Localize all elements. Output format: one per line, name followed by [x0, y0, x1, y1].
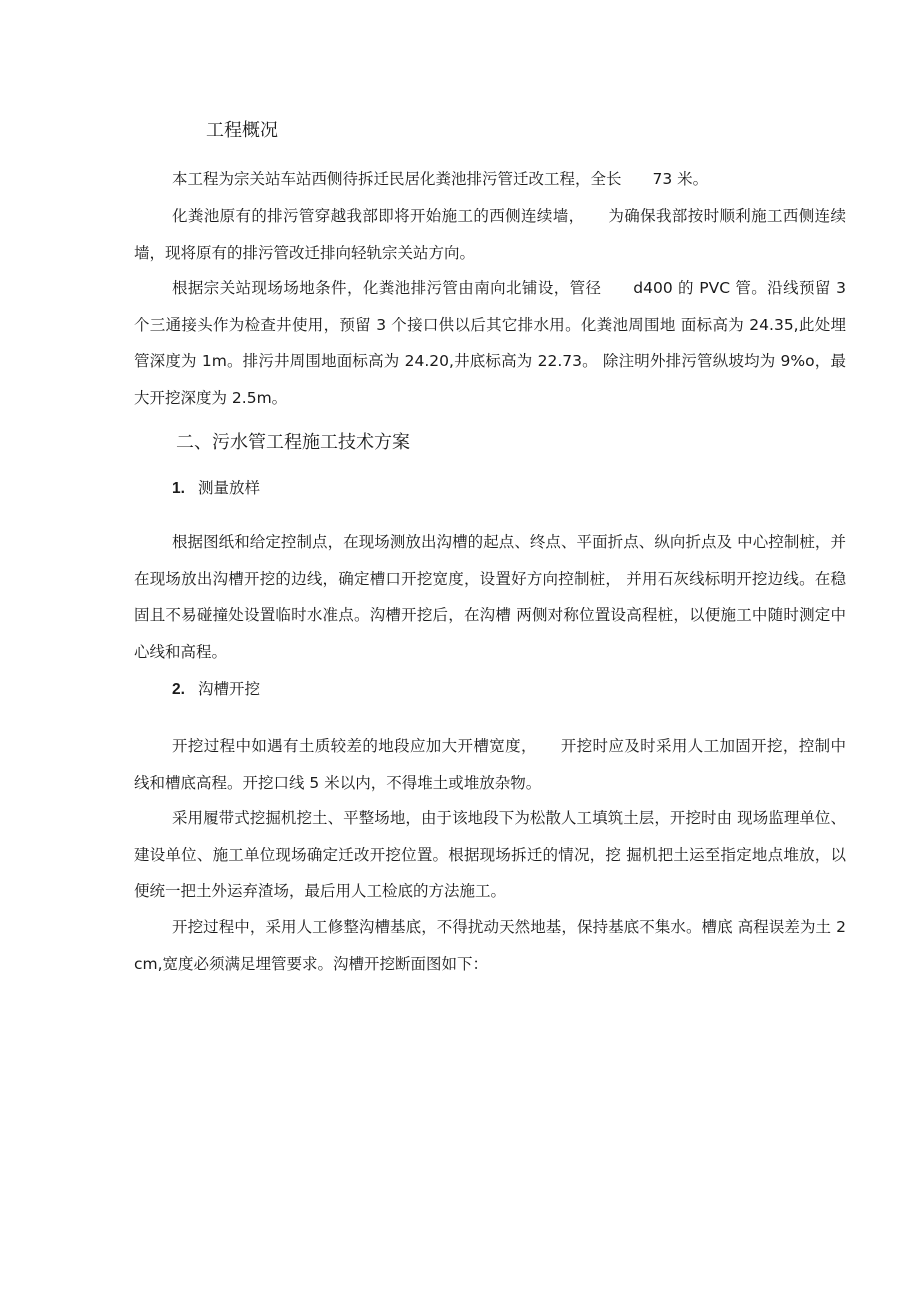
paragraph-excavator: 采用履带式挖掘机挖土、平整场地，由于该地段下为松散人工填筑土层，开挖时由 现场监理单位、建设单位、施工单位现场确定迁改开挖位置。根据现场拆迁的情况，挖 掘机把土运至指定地点堆放，以便统一把土外运弃渣场，最后用人工检底的方法施工。 — [134, 809, 846, 900]
paragraph-survey: 根据图纸和给定控制点，在现场测放出沟槽的起点、终点、平面折点、纵向折点及 中心控制桩，并在现场放出沟槽开挖的边线，确定槽口开挖宽度，设置好方向控制桩， 并用石灰线标明开挖边线。在稳固且不易碰撞处设置临时水准点。沟槽开挖后，在沟槽 两侧对称位置设高程桩，以便施工中随时测定中心线和高程。 — [134, 533, 846, 661]
paragraph-project-length: 本工程为宗关站车站西侧待拆迁民居化粪池排污管迁改工程，全长 73 米。 — [172, 170, 709, 188]
subsection-title: 沟槽开挖 — [198, 680, 261, 698]
paragraph-original-pipe: 化粪池原有的排污管穿越我部即将开始施工的西侧连续墙， 为确保我部按时顺利施工西侧连续墙，现将原有的排污管改迁排向轻轨宗关站方向。 — [134, 207, 846, 262]
paragraph-site-conditions: 根据宗关站现场场地条件，化粪池排污管由南向北铺设，管径 d400 的 PVC 管。沿线预留 3 个三通接头作为检查井使用，预留 3 个接口供以后其它排水用。化粪池周围地 面标高为 24.35,此处埋管深度为 1m。排污井周围地面标高为 24.20,井底标高为 22.73。 除注明外排污管纵坡均为 9%o，最大开挖深度为 2.5m。 — [134, 279, 846, 407]
paragraph-trench-width: 开挖过程中如遇有土质较差的地段应加大开槽宽度， 开挖时应及时采用人工加固开挖，控制中线和槽底高程。开挖口线 5 米以内，不得堆土或堆放杂物。 — [134, 737, 846, 792]
subsection-number: 2. — [172, 681, 185, 698]
subsection-heading-trench — [172, 677, 884, 702]
paragraph-trench-base: 开挖过程中，采用人工修整沟槽基底，不得扰动天然地基，保持基底不集水。槽底 高程误差为土 2 cm,宽度必须满足埋管要求。沟槽开挖断面图如下： — [134, 918, 847, 973]
section-title-technical-plan: 二、污水管工程施工技术方案 — [176, 432, 410, 453]
subsection-heading-survey — [172, 476, 884, 501]
section-title-overview: 工程概况 — [206, 120, 278, 141]
subsection-number: 1. — [172, 480, 185, 497]
subsection-title: 测量放样 — [198, 479, 261, 497]
